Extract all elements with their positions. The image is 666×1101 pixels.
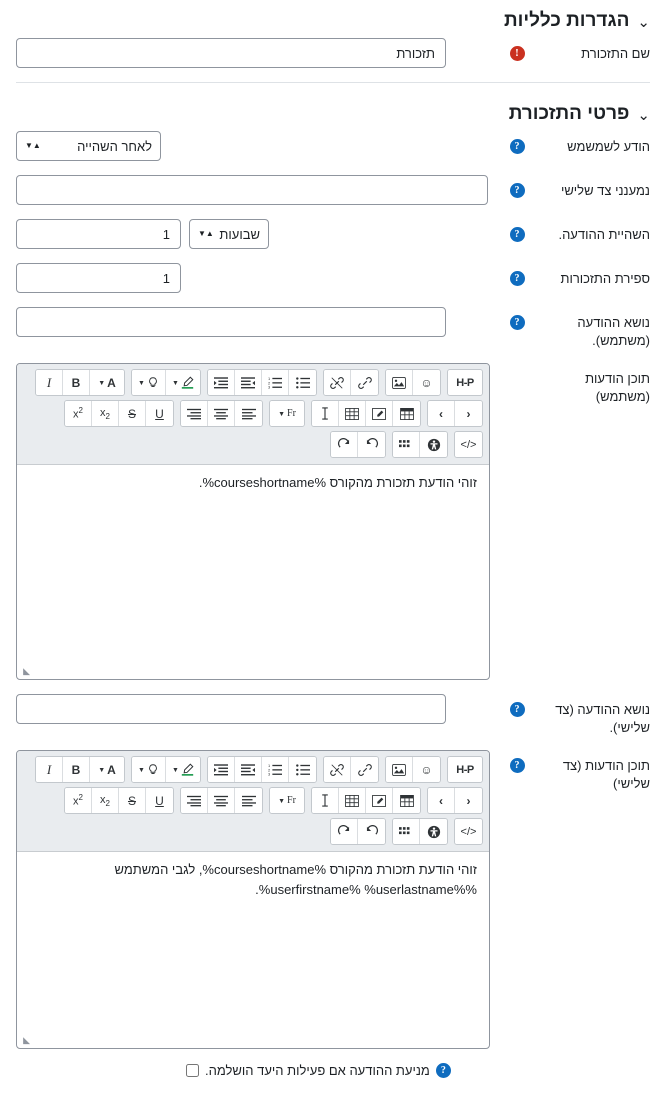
editor-toolbar [17,751,489,852]
image-icon[interactable] [386,370,413,395]
text-color-icon[interactable]: ▼ [166,370,200,395]
indent-decrease-icon[interactable] [235,370,262,395]
nav-prev-icon[interactable]: ‹ [428,401,455,426]
content-third-editor[interactable] [16,750,490,1049]
emoji-icon[interactable]: ☺ [413,370,440,395]
indent-increase-icon[interactable] [208,370,235,395]
table-grid-icon[interactable] [393,401,420,426]
section-title-details: פרטי התזכורת [508,103,630,124]
content-third-text: זוהי הודעת תזכורת מהקורס %courseshortname%, לגבי המשתמש %%userfirstname% %userlastname%. [114,862,477,897]
prevent-if-sent-checkbox[interactable] [186,1064,199,1077]
html-code-icon[interactable]: </> [455,432,482,457]
text-color-icon[interactable]: ▼ [166,757,200,782]
label-content-third: תוכן הודעות (צד שלישי) [562,758,650,791]
chevron-down-icon[interactable]: ⌄ [637,13,650,31]
label-content-user: תוכן הודעות (משתמש) [585,371,650,404]
align-justify-icon[interactable] [235,401,262,426]
italic-icon[interactable]: I [36,370,63,395]
content-user-text: זוהי הודעת תזכורת מהקורס %courseshortname%. [198,475,477,491]
align-justify-icon[interactable] [235,788,262,813]
field-row-subject-user [16,307,650,349]
subject-third-input[interactable] [16,694,446,724]
h5p-icon[interactable]: H-P [448,757,482,782]
superscript-icon[interactable]: $x^2$ [65,788,92,813]
font-size-icon[interactable]: ▼ Fr [270,788,304,813]
label-prevent-if-sent: מניעת ההודעה אם פעילות היעד הושלמה. [205,1063,430,1079]
screenreader-helper-icon[interactable] [420,819,447,844]
indent-increase-icon[interactable] [208,757,235,782]
content-user-textarea[interactable] [17,465,489,679]
help-icon[interactable]: ? [436,1063,451,1078]
field-row-reminder-count [16,263,650,293]
section-header-details[interactable] [16,93,650,131]
label-third-party: נמענני צד שלישי [560,183,650,198]
label-message-delay: השהיית ההודעה. [558,227,650,242]
field-row-content-third [16,750,650,1049]
italic-icon[interactable]: I [36,757,63,782]
text-cursor-icon[interactable] [312,788,339,813]
font-size-icon[interactable]: ▼ Fr [270,401,304,426]
content-third-textarea[interactable] [17,852,489,1048]
accessibility-checker-icon[interactable] [393,432,420,457]
required-marker-wrap [502,38,532,61]
svg-text:3: 3 [268,384,271,389]
bold-icon[interactable]: B [63,757,90,782]
underline-icon[interactable]: U [146,788,173,813]
nav-prev-icon[interactable]: ‹ [428,788,455,813]
svg-text:2: 2 [268,380,271,386]
label-reminder-name: שם התזכורת [581,46,650,61]
label-subject-user: נושא ההודעה (משתמש). [577,315,650,348]
chevron-updown-icon: ▲▼ [198,229,214,239]
align-right-icon[interactable] [181,401,208,426]
help-icon[interactable]: ? [510,227,525,242]
highlight-icon[interactable]: ▼ [132,370,166,395]
help-icon[interactable]: ? [510,271,525,286]
text-cursor-icon[interactable] [312,401,339,426]
svg-text:1: 1 [268,376,271,381]
edit-cell-icon[interactable] [366,401,393,426]
undo-icon[interactable] [358,432,385,457]
unlink-icon[interactable] [324,757,351,782]
strikethrough-icon[interactable]: S [119,401,146,426]
field-row-third-party [16,175,650,205]
h5p-icon[interactable]: H-P [448,370,482,395]
editor-toolbar [17,364,489,465]
subscript-icon[interactable]: $x_2$ [92,788,119,813]
align-right-icon[interactable] [181,788,208,813]
link-icon[interactable] [351,370,378,395]
nav-next-icon[interactable]: › [455,788,482,813]
bold-icon[interactable]: B [63,370,90,395]
reminder-count-input[interactable] [16,263,181,293]
superscript-icon[interactable]: $x^2$ [65,401,92,426]
image-icon[interactable] [386,757,413,782]
subscript-icon[interactable]: $x_2$ [92,401,119,426]
undo-icon[interactable] [358,819,385,844]
indent-decrease-icon[interactable] [235,757,262,782]
section-divider [16,82,650,83]
font-family-icon[interactable]: ▼ A [90,757,124,782]
content-user-editor[interactable] [16,363,490,680]
resize-grip-icon[interactable]: ◣ [23,1035,30,1046]
table-icon[interactable] [339,788,366,813]
table-grid-icon[interactable] [393,788,420,813]
field-row-reminder-name [16,38,650,68]
chevron-down-icon[interactable]: ⌄ [637,106,650,124]
help-icon[interactable]: ? [510,139,525,154]
align-center-icon[interactable] [208,401,235,426]
unordered-list-icon[interactable] [289,757,316,782]
message-to-user-selected-value: לאחר השהייה [77,138,152,154]
edit-cell-icon[interactable] [366,788,393,813]
message-delay-unit-value: שבועות [219,226,260,242]
screenreader-helper-icon[interactable] [420,432,447,457]
subject-user-input[interactable] [16,307,446,337]
label-message-to-user: הודע לשמשמש [567,139,650,154]
field-row-message-to-user [16,131,650,161]
help-icon[interactable]: ? [510,758,525,773]
help-icon[interactable]: ? [510,702,525,717]
message-delay-unit-select[interactable] [189,219,269,249]
svg-text:1: 1 [268,763,271,768]
field-row-prevent-if-sent [16,1063,650,1078]
section-title-general: הגדרות כלליות [504,10,630,31]
help-icon[interactable]: ? [510,315,525,330]
message-to-user-select[interactable] [16,131,161,161]
ordered-list-icon[interactable] [262,757,289,782]
chevron-updown-icon: ▲▼ [25,141,41,151]
highlight-icon[interactable]: ▼ [132,757,166,782]
section-header-general[interactable] [16,0,650,38]
reminder-name-input[interactable] [16,38,446,68]
field-row-subject-third [16,694,650,736]
align-center-icon[interactable] [208,788,235,813]
html-code-icon[interactable]: </> [455,819,482,844]
redo-icon[interactable] [331,432,358,457]
ordered-list-icon[interactable] [262,370,289,395]
svg-text:3: 3 [268,771,271,776]
field-row-content-user [16,363,650,680]
link-icon[interactable] [351,757,378,782]
nav-next-icon[interactable]: › [455,401,482,426]
required-icon: ! [510,46,525,61]
field-row-message-delay [16,219,650,249]
label-reminder-count: ספירת התזכורות [560,271,650,286]
font-family-icon[interactable]: ▼ A [90,370,124,395]
strikethrough-icon[interactable]: S [119,788,146,813]
underline-icon[interactable]: U [146,401,173,426]
svg-text:2: 2 [268,767,271,773]
table-icon[interactable] [339,401,366,426]
help-icon[interactable]: ? [510,183,525,198]
label-subject-third: נושא ההודעה (צד שלישי). [555,702,650,735]
redo-icon[interactable] [331,819,358,844]
third-party-input[interactable] [16,175,488,205]
unordered-list-icon[interactable] [289,370,316,395]
emoji-icon[interactable]: ☺ [413,757,440,782]
resize-grip-icon[interactable]: ◣ [23,666,30,677]
unlink-icon[interactable] [324,370,351,395]
accessibility-checker-icon[interactable] [393,819,420,844]
message-delay-input[interactable] [16,219,181,249]
